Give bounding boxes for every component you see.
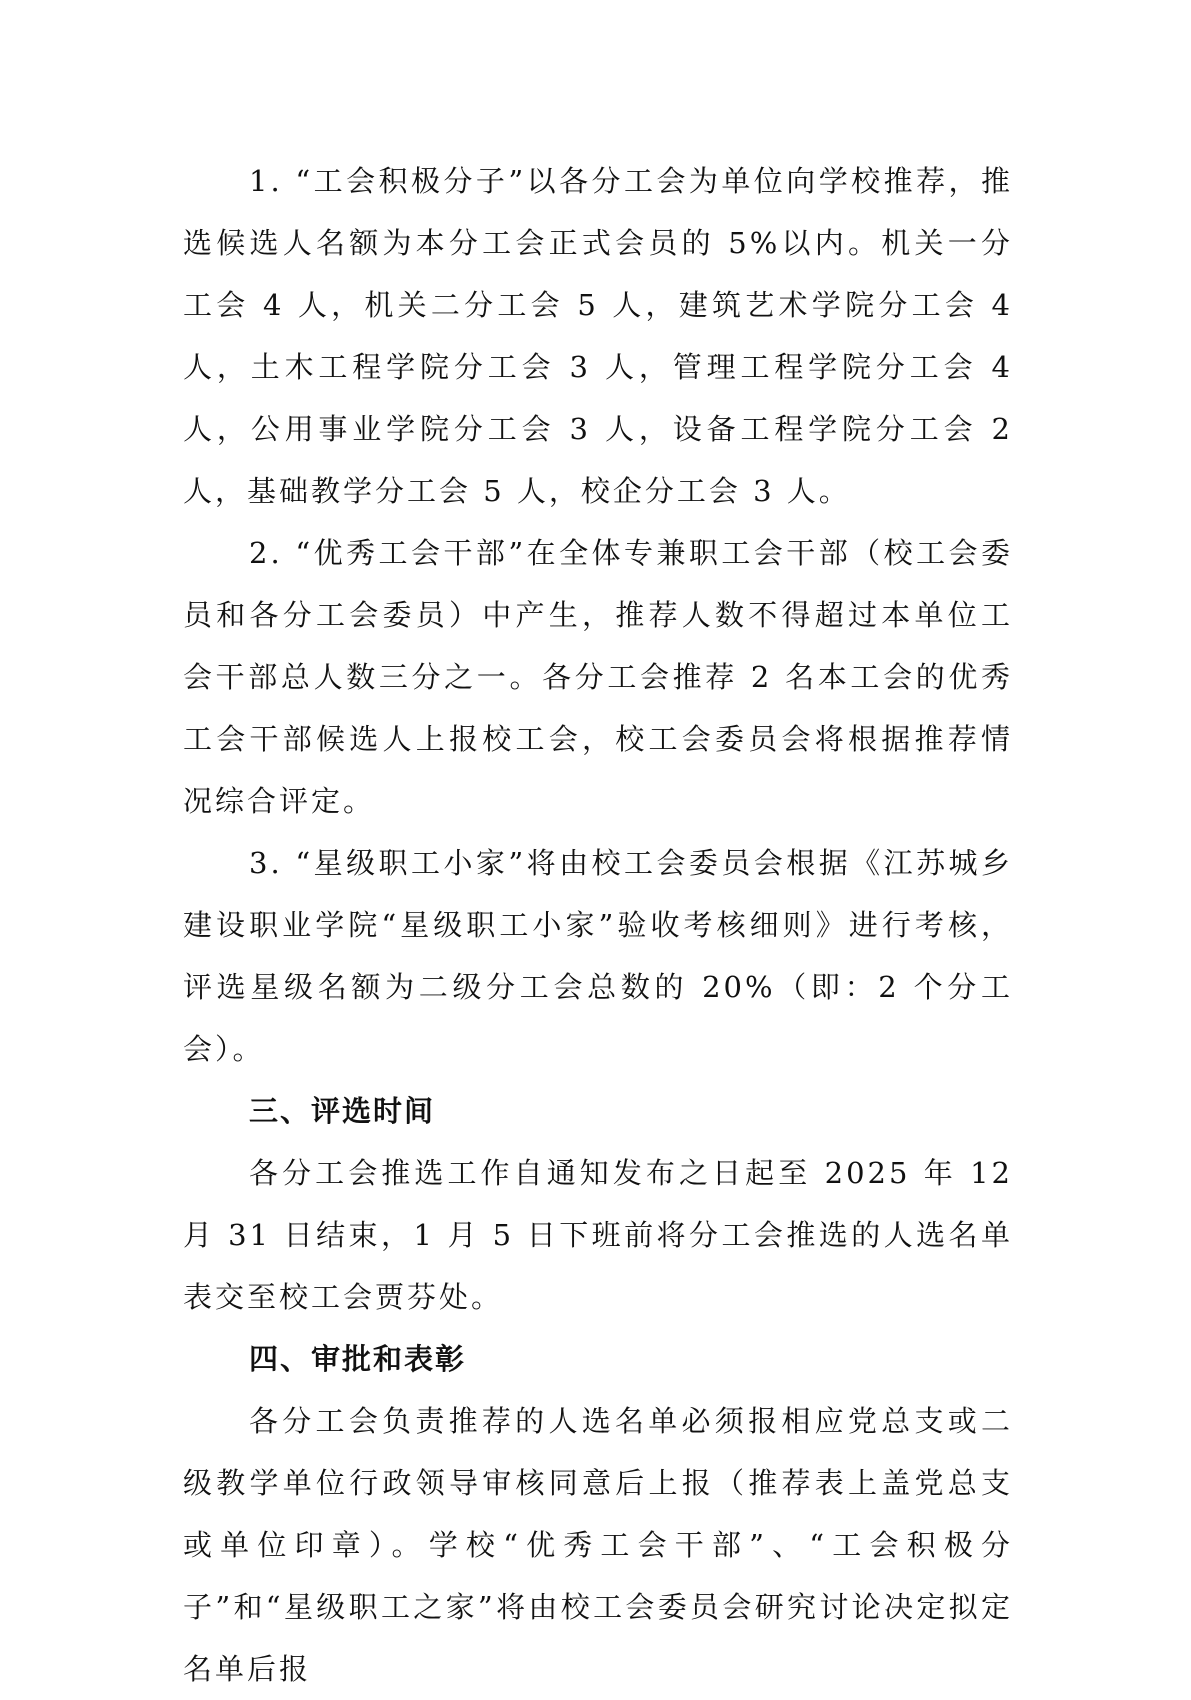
criteria-item-1: 1. “工会积极分子”以各分工会为单位向学校推荐，推选候选人名额为本分工会正式会员的 5%以内。机关一分工会 4 人，机关二分工会 5 人，建筑艺术学院分工会 4 人，土木工程学院分工会 3 人，管理工程学院分工会 4 人，公用事业学院分工会 3 人，设备工程学院分工会 2 人，基础教学分工会 5 人，校企分工会 3 人。 [183, 164, 1013, 508]
criteria-item-2: 2. “优秀工会干部”在全体专兼职工会干部（校工会委员和各分工会委员）中产生，推荐人数不得超过本单位工会干部总人数三分之一。各分工会推荐 2 名本工会的优秀工会干部候选人上报校工会，校工会委员会将根据推荐情况综合评定。 [183, 536, 1013, 818]
approval-paragraph: 各分工会负责推荐的人选名单必须报相应党总支或二级教学单位行政领导审核同意后上报（推荐表上盖党总支或单位印章）。学校“优秀工会干部”、“工会积极分子”和“星级职工之家”将由校工会委员会研究讨论决定拟定名单后报 [183, 1404, 1013, 1686]
criteria-item-3: 3. “星级职工小家”将由校工会委员会根据《江苏城乡建设职业学院“星级职工小家”验收考核细则》进行考核，评选星级名额为二级分工会总数的 20%（即：2 个分工会）。 [183, 846, 1013, 1066]
selection-time-paragraph: 各分工会推选工作自通知发布之日起至 2025 年 12 月 31 日结束，1 月 5 日下班前将分工会推选的人选名单表交至校工会贾芬处。 [183, 1156, 1013, 1314]
document-page [183, 150, 1013, 1700]
section-heading-selection-time: 三、评选时间 [249, 1094, 436, 1128]
section-heading-approval: 四、审批和表彰 [249, 1342, 467, 1376]
